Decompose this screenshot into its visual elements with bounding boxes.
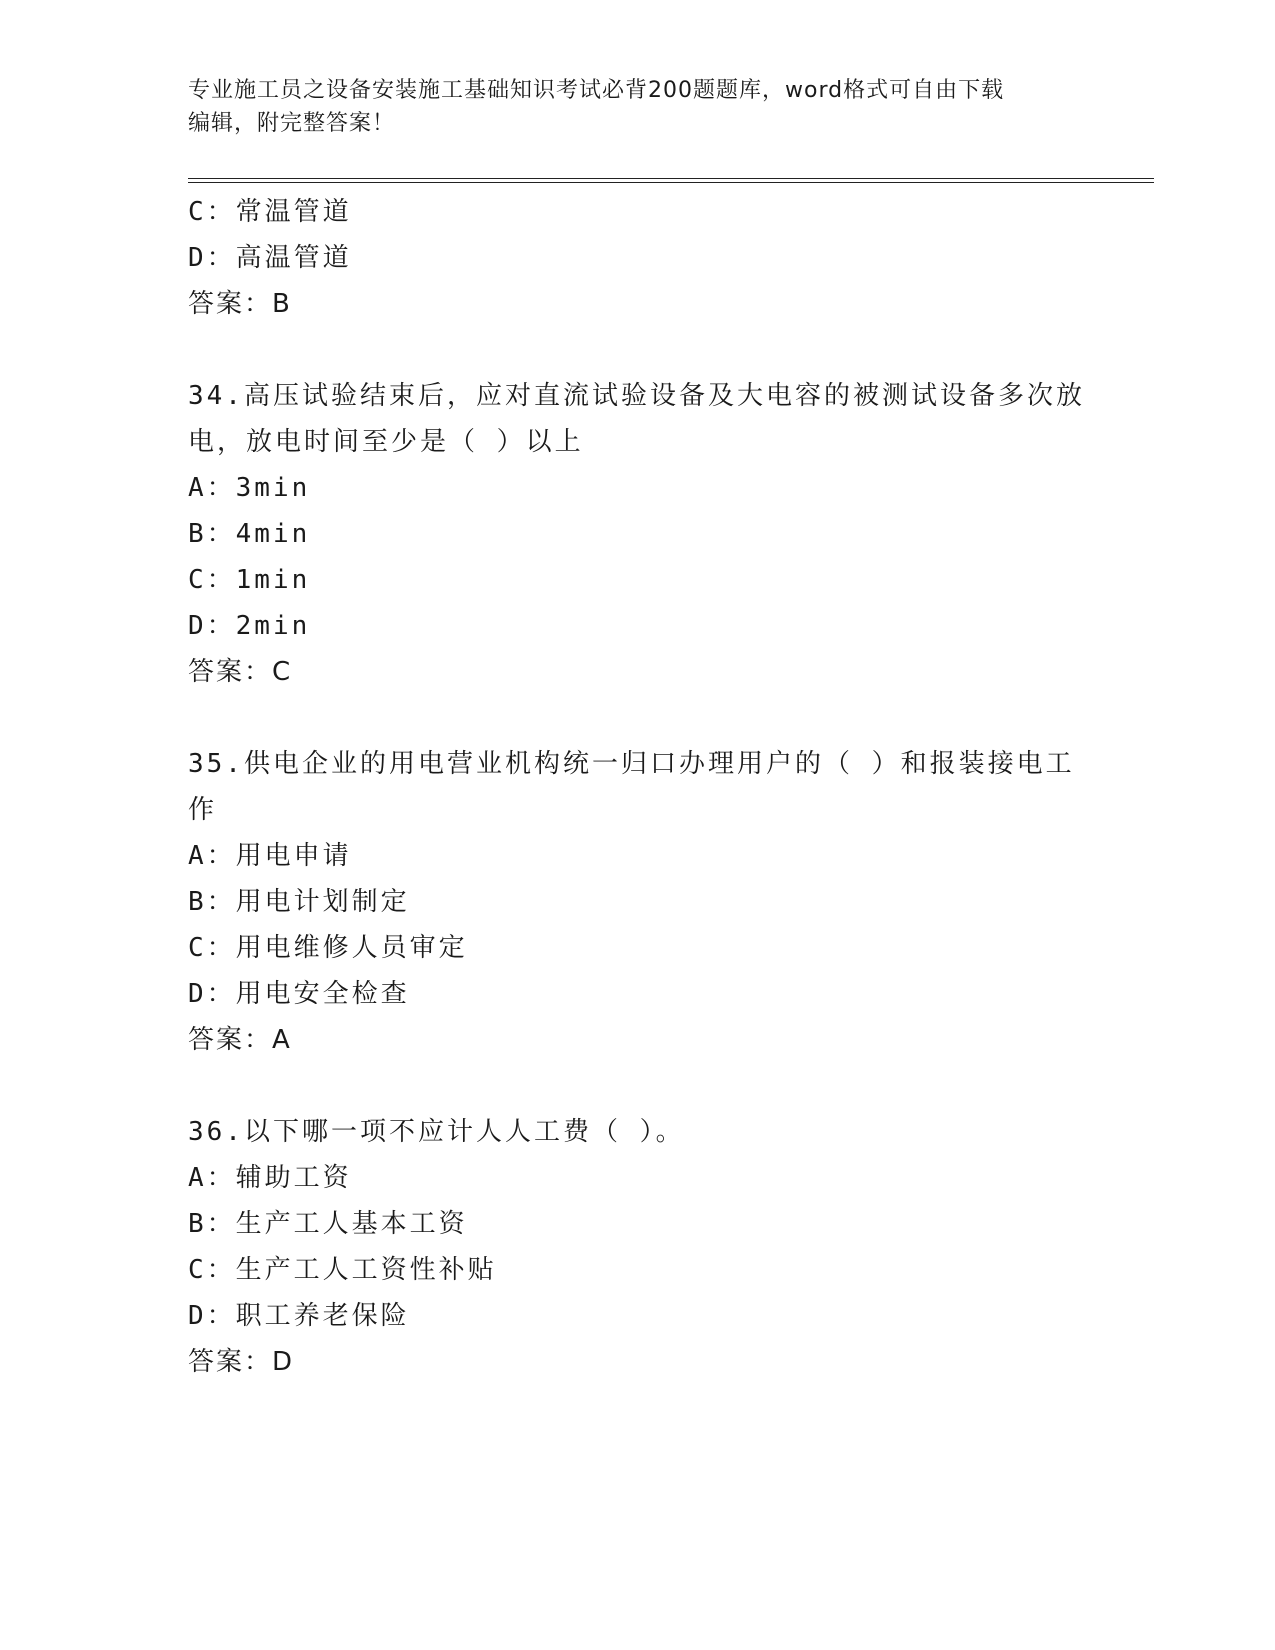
question-stem-line: 35.供电企业的用电营业机构统一归口办理用户的（ ）和报装接电工 [188, 749, 1075, 779]
question-36 [188, 1109, 1088, 1385]
option-text: 4min [235, 519, 311, 549]
question-stem-line: 作 [188, 795, 218, 825]
option-c [188, 1247, 1088, 1293]
option-text: 3min [235, 473, 311, 503]
option-a [188, 465, 1088, 511]
answer-line: 答案：D [188, 1347, 295, 1377]
spacer [188, 327, 1088, 373]
question-stem-line: 36.以下哪一项不应计人人工费（ ）。 [188, 1117, 685, 1147]
option-b [188, 879, 1088, 925]
option-text: 辅助工资 [235, 1163, 352, 1193]
answer-line: 答案：C [188, 657, 293, 687]
question-stem-line: 电，放电时间至少是（ ）以上 [188, 427, 584, 457]
option-label: A： [188, 841, 236, 871]
answer-line: 答案：A [188, 1025, 292, 1055]
option-label: D： [188, 611, 236, 641]
spacer [188, 695, 1088, 741]
option-c [188, 557, 1088, 603]
option-d [188, 235, 1088, 281]
option-a [188, 833, 1088, 879]
option-text: 职工养老保险 [235, 1301, 410, 1331]
spacer [188, 1063, 1088, 1109]
option-c [188, 925, 1088, 971]
option-label: C： [188, 197, 236, 227]
document-body [188, 189, 1088, 1385]
option-text: 常温管道 [235, 197, 352, 227]
option-label: D： [188, 979, 236, 1009]
header-title-line-1: 专业施工员之设备安装施工基础知识考试必背200题题库，word格式可自由下载 [188, 78, 1005, 103]
option-label: D： [188, 1301, 236, 1331]
option-text: 2min [235, 611, 311, 641]
option-text: 生产工人工资性补贴 [235, 1255, 497, 1285]
option-b [188, 1201, 1088, 1247]
option-label: B： [188, 519, 236, 549]
question-35 [188, 741, 1088, 1063]
option-c [188, 189, 1088, 235]
option-label: D： [188, 243, 236, 273]
option-label: A： [188, 1163, 236, 1193]
partial-question [188, 189, 1088, 327]
question-stem-line: 34.高压试验结束后，应对直流试验设备及大电容的被测试设备多次放 [188, 381, 1085, 411]
option-text: 高温管道 [235, 243, 352, 273]
option-label: B： [188, 1209, 236, 1239]
option-text: 用电安全检查 [235, 979, 410, 1009]
option-label: C： [188, 565, 236, 595]
option-text: 生产工人基本工资 [235, 1209, 468, 1239]
option-a [188, 1155, 1088, 1201]
option-d [188, 971, 1088, 1017]
option-text: 1min [235, 565, 311, 595]
option-label: B： [188, 887, 236, 917]
option-text: 用电计划制定 [235, 887, 410, 917]
option-label: C： [188, 933, 236, 963]
option-label: C： [188, 1255, 236, 1285]
option-d [188, 603, 1088, 649]
header-double-rule [188, 178, 1154, 183]
header-title-line-2: 编辑，附完整答案！ [188, 111, 396, 136]
option-label: A： [188, 473, 236, 503]
option-b [188, 511, 1088, 557]
answer-line: 答案：B [188, 289, 292, 319]
option-text: 用电申请 [235, 841, 352, 871]
option-text: 用电维修人员审定 [235, 933, 468, 963]
document-header [188, 74, 1088, 140]
question-34 [188, 373, 1088, 695]
option-d [188, 1293, 1088, 1339]
